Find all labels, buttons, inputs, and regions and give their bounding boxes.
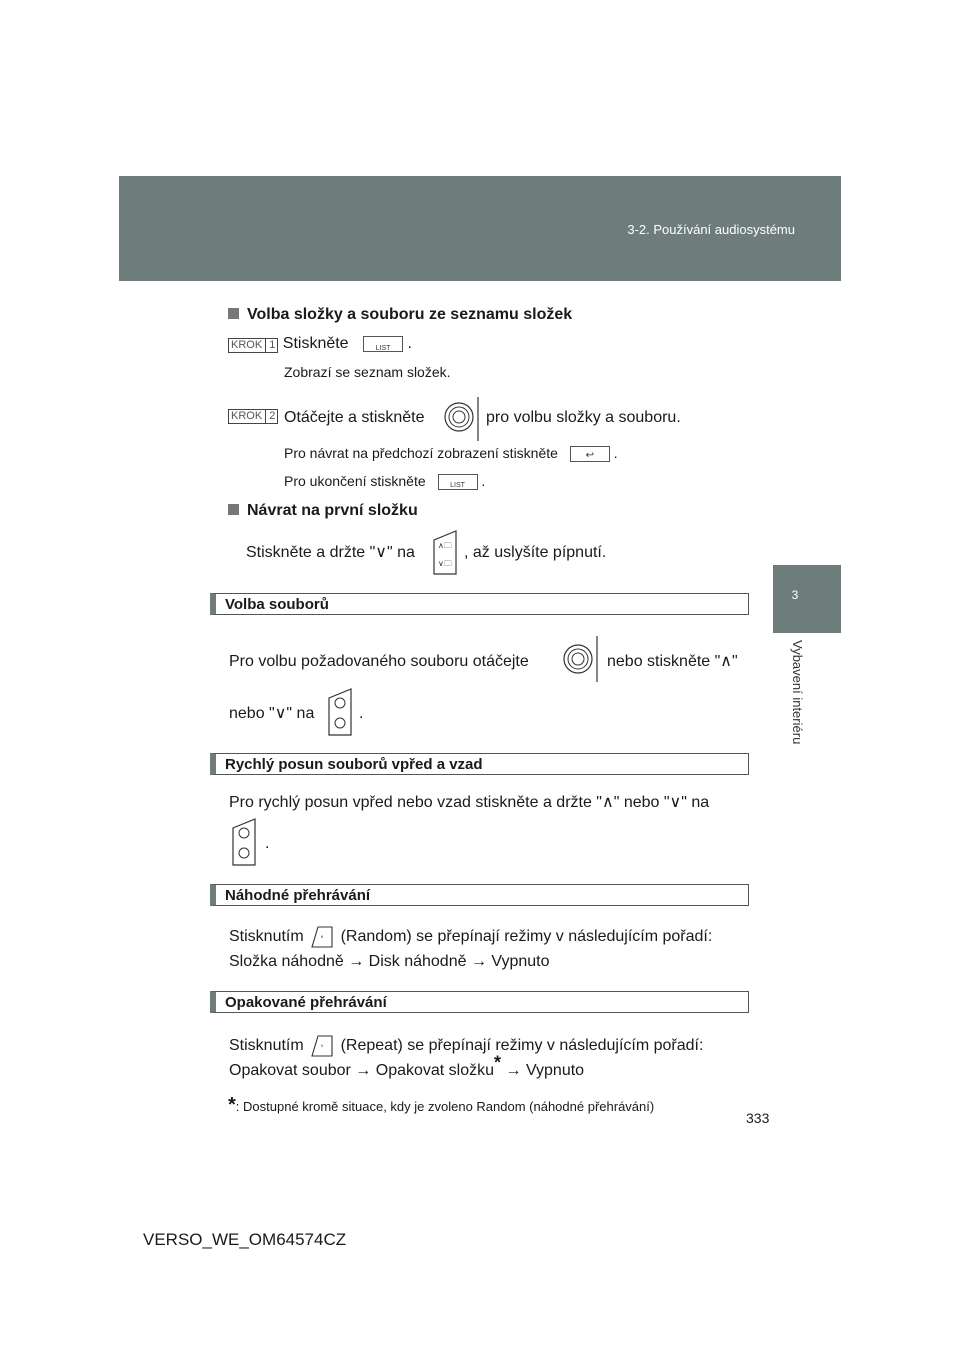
svg-text:⁶: ⁶ — [320, 935, 324, 942]
square-bullet-icon — [228, 308, 239, 319]
document-code: VERSO_WE_OM64574CZ — [143, 1230, 347, 1249]
random-line-2: Složka náhodně → Disk náhodně → Vypnuto — [229, 953, 550, 970]
side-tab-number: 3 — [791, 588, 799, 602]
random-line-1: Stisknutím ⁶ (Random) se přepínají režimy v následujícím pořadí: — [229, 926, 712, 948]
list-button-icon: LIST — [438, 474, 478, 490]
step-badge: KROK 2 — [228, 409, 278, 424]
heading-first-folder: Návrat na první složku — [228, 501, 418, 521]
updown-switch-icon — [229, 818, 259, 866]
fast-seek-line-1: Pro rychlý posun vpřed nebo vzad stiskněte a držte "∧" nebo "∨" na — [229, 794, 710, 811]
svg-text:⁵: ⁵ — [320, 1044, 324, 1051]
heading-folder-select: Volba složky a souboru ze seznamu složek — [228, 305, 572, 325]
repeat-button-icon — [310, 1035, 334, 1057]
tune-knob-icon — [561, 636, 601, 682]
section-file-select: Volba souborů — [210, 593, 749, 615]
back-button-icon: ↩ — [570, 446, 610, 462]
step-2: KROK 2 Otáčejte a stiskněte pro volbu složky a souboru. — [228, 397, 748, 441]
step-2-note-exit: Pro ukončení stiskněte LIST . — [284, 473, 486, 490]
section-fast-seek: Rychlý posun souborů vpřed a vzad — [210, 753, 749, 775]
repeat-line-2: Opakovat soubor → Opakovat složku* → Vypnuto — [229, 1052, 585, 1079]
list-button-icon: LIST — [363, 336, 403, 352]
updown-switch-icon — [325, 688, 355, 736]
step-badge: KROK 1 — [228, 338, 278, 353]
step-2-note-back: Pro návrat na předchozí zobrazení stiskněte ↩ . — [284, 445, 618, 462]
section-repeat: Opakované přehrávání — [210, 991, 749, 1013]
side-tab-label: Vybavení interiéru — [790, 640, 805, 745]
fast-seek-line-2: . — [229, 818, 329, 866]
svg-text:∧🗀: ∧🗀 — [438, 541, 452, 550]
tune-knob-icon — [442, 397, 482, 441]
first-folder-instruction: Stiskněte a držte "∨" na ∧🗀 ∨🗀 , až uslyšíte pípnutí. — [246, 530, 726, 575]
svg-text:∨🗀: ∨🗀 — [438, 559, 452, 568]
file-select-line-1: Pro volbu požadovaného souboru otáčejte nebo stiskněte "∧" — [229, 636, 749, 682]
step-1: KROK 1 Stiskněte LIST . — [228, 334, 412, 354]
footnote: *: Dostupné kromě situace, kdy je zvoleno Random (náhodné přehrávání) — [228, 1094, 655, 1116]
page-number: 333 — [746, 1110, 770, 1126]
chapter-title: 3-2. Používání audiosystému — [627, 222, 795, 237]
side-tab — [773, 565, 841, 633]
random-button-icon — [310, 926, 334, 948]
step-1-note: Zobrazí se seznam složek. — [284, 364, 451, 380]
square-bullet-icon — [228, 504, 239, 515]
section-random: Náhodné přehrávání — [210, 884, 749, 906]
folder-updown-switch-icon — [430, 530, 460, 575]
file-select-line-2: nebo "∨" na . — [229, 688, 429, 736]
repeat-line-1: Stisknutím ⁵ (Repeat) se přepínají režimy v následujícím pořadí: — [229, 1035, 703, 1057]
